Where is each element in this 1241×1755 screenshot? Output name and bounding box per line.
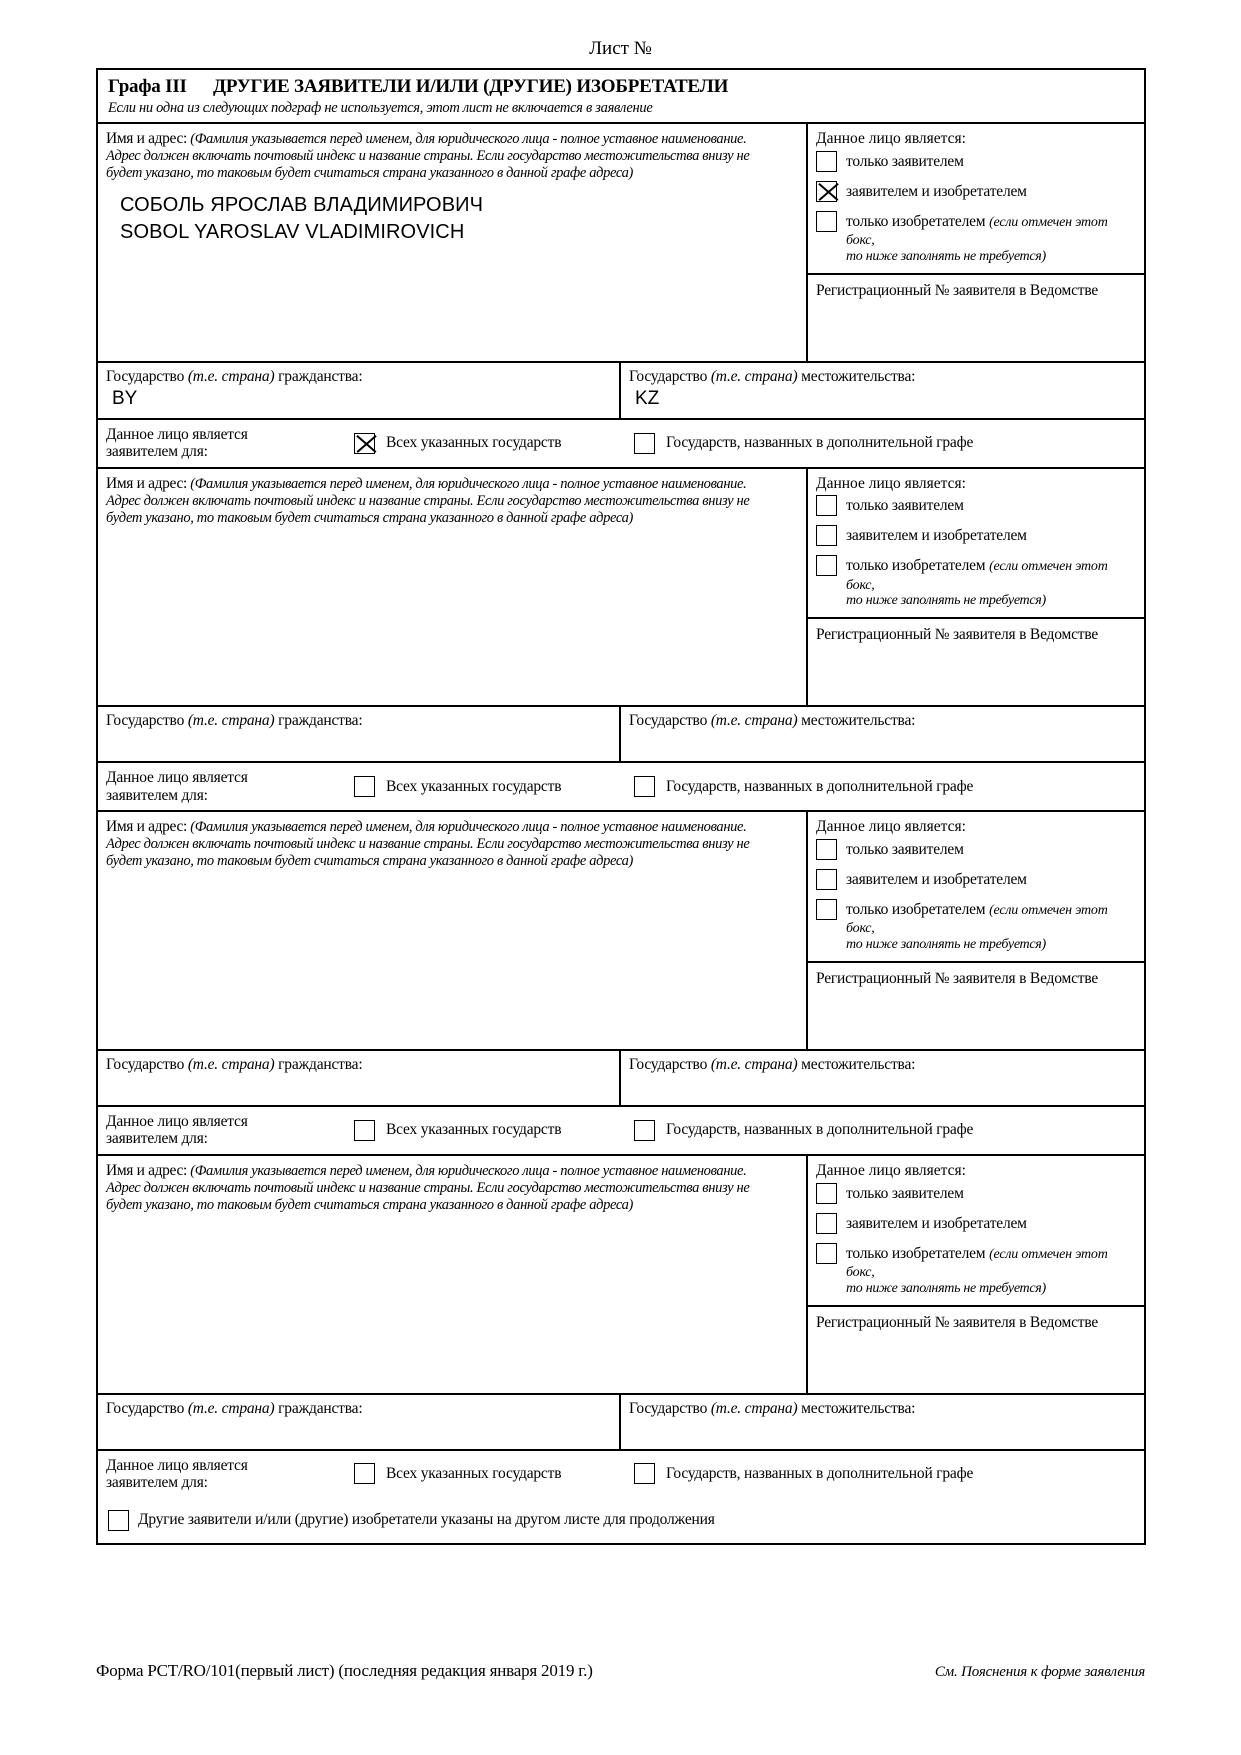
name-address-title: Имя и адрес: [106, 1161, 187, 1179]
name-address-note-line2: Адрес должен включать почтовый индекс и название страны. Если государство местожительства внизу не [106, 1179, 750, 1196]
name-address-note-line3: будет указано, то таковым будет считаться страна указанного в данной графе адреса) [106, 509, 634, 526]
name-address-note-line1: (Фамилия указывается перед именем, для юридического лица - полное уставное наименование. [190, 819, 747, 836]
inventor-only-note-line2: то ниже заполнять не требуется) [846, 936, 1046, 952]
role-and-registration-cell [808, 1156, 1144, 1393]
name-address-note-line2: Адрес должен включать почтовый индекс и название страны. Если государство местожительства внизу не [106, 148, 750, 165]
residence-cell[interactable] [621, 707, 1144, 761]
all-states-checkbox[interactable] [354, 1463, 375, 1484]
name-address-note-line3: будет указано, то таковым будет считаться страна указанного в данной графе адреса) [106, 1196, 634, 1213]
applicant-for-row [98, 1105, 1144, 1154]
role-option-applicant-only[interactable] [816, 151, 1136, 172]
applicant-for-supplemental-states-option[interactable] [634, 433, 973, 454]
applicant-and-inventor-label: заявителем и изобретателем [846, 1214, 1027, 1232]
person-is-label: Данное лицо является: [816, 818, 966, 836]
name-address-label [106, 475, 798, 527]
name-address-label [106, 130, 798, 182]
applicant-only-checkbox[interactable] [816, 839, 837, 860]
registration-number-label: Регистрационный № заявителя в Ведомстве [816, 1313, 1099, 1331]
inventor-only-label [846, 211, 1136, 250]
registration-number-label: Регистрационный № заявителя в Ведомстве [816, 969, 1099, 987]
inventor-only-text: только изобретателем [846, 900, 986, 918]
residence-label-pre: Государство [629, 1399, 708, 1417]
name-address-cell[interactable] [98, 812, 808, 1049]
name-address-value [120, 192, 798, 246]
form-title-bar [98, 70, 1144, 124]
applicant-for-label-line2: заявителем для: [106, 443, 208, 461]
citizenship-cell[interactable] [98, 707, 621, 761]
applicant-for-supplemental-states-option[interactable] [634, 776, 973, 797]
all-states-label: Всех указанных государств [386, 1121, 562, 1139]
form-box [96, 68, 1146, 1545]
all-states-label: Всех указанных государств [386, 1464, 562, 1482]
sheet-number-label: Лист № [589, 38, 652, 59]
role-option-inventor-only[interactable] [816, 899, 1136, 938]
role-option-applicant-only[interactable] [816, 495, 1136, 516]
residence-cell[interactable] [621, 1051, 1144, 1105]
residence-label [629, 1056, 1136, 1074]
applicant-and-inventor-label: заявителем и изобретателем [846, 182, 1027, 200]
person-block [98, 124, 1144, 469]
applicant-only-label: только заявителем [846, 1184, 964, 1202]
citizenship-label-ie: (т.е. страна) [187, 367, 275, 385]
citizenship-label-ie: (т.е. страна) [187, 1055, 275, 1073]
role-option-applicant-only[interactable] [816, 839, 1136, 860]
role-selection-group [808, 124, 1144, 275]
name-value-line2: SOBOL YAROSLAV VLADIMIROVICH [120, 221, 465, 244]
supplemental-states-label: Государств, названных в дополнительной графе [666, 434, 974, 452]
residence-label [629, 1400, 1136, 1418]
applicant-for-label-line1: Данное лицо является [106, 769, 248, 787]
role-option-inventor-only[interactable] [816, 211, 1136, 250]
person-is-label: Данное лицо является: [816, 130, 966, 147]
applicant-for-all-states-option[interactable] [354, 776, 634, 797]
name-address-note-line2: Адрес должен включать почтовый индекс и название страны. Если государство местожительства внизу не [106, 836, 750, 853]
form-subtitle: Если ни одна из следующих подграф не используется, этот лист не включается в заявление [108, 100, 653, 116]
residence-label-ie: (т.е. страна) [710, 712, 798, 730]
citizenship-cell[interactable] [98, 1051, 621, 1105]
applicant-only-label: только заявителем [846, 497, 964, 515]
name-address-note-line3: будет указано, то таковым будет считаться страна указанного в данной графе адреса) [106, 853, 634, 870]
citizenship-label-pre: Государство [106, 712, 185, 730]
name-address-cell[interactable] [98, 1156, 808, 1393]
applicant-and-inventor-checkbox[interactable] [816, 1213, 837, 1234]
applicant-only-checkbox[interactable] [816, 151, 837, 172]
continuation-checkbox[interactable] [108, 1510, 129, 1531]
role-option-inventor-only[interactable] [816, 555, 1136, 594]
applicant-for-all-states-option[interactable] [354, 433, 634, 454]
registration-number-cell[interactable] [808, 275, 1144, 361]
inventor-only-text: только изобретателем [846, 557, 986, 575]
supplemental-states-checkbox[interactable] [634, 433, 655, 454]
citizenship-label-post: гражданства: [278, 712, 363, 730]
supplemental-states-checkbox[interactable] [634, 1463, 655, 1484]
citizenship-label-pre: Государство [106, 1399, 185, 1417]
name-address-note-line1: (Фамилия указывается перед именем, для юридического лица - полное уставное наименование. [190, 131, 747, 147]
inventor-only-label [846, 1243, 1136, 1282]
role-and-registration-cell [808, 812, 1144, 1049]
role-and-registration-cell [808, 124, 1144, 361]
inventor-only-checkbox[interactable] [816, 211, 837, 232]
residence-label-ie: (т.е. страна) [710, 367, 798, 385]
citizenship-label [106, 1400, 611, 1418]
inventor-only-note-line2: то ниже заполнять не требуется) [846, 248, 1046, 264]
applicant-for-label [106, 769, 354, 804]
name-address-title: Имя и адрес: [106, 474, 187, 492]
name-address-title: Имя и адрес: [106, 130, 187, 147]
role-option-applicant-only[interactable] [816, 1183, 1136, 1204]
registration-number-label: Регистрационный № заявителя в Ведомстве [816, 626, 1099, 644]
residence-label-pre: Государство [629, 712, 708, 730]
role-option-applicant-and-inventor[interactable] [816, 181, 1136, 202]
citizenship-label [106, 712, 611, 730]
role-option-applicant-and-inventor[interactable] [816, 869, 1136, 890]
page-title: ДРУГИЕ ЗАЯВИТЕЛИ И/ИЛИ (ДРУГИЕ) ИЗОБРЕТАТЕЛИ [213, 76, 729, 97]
citizenship-label-ie: (т.е. страна) [187, 1399, 275, 1417]
applicant-for-label-line2: заявителем для: [106, 1473, 208, 1491]
applicant-for-label-line1: Данное лицо является [106, 1112, 248, 1130]
citizenship-label-post: гражданства: [278, 1399, 363, 1417]
all-states-checkbox[interactable] [354, 776, 375, 797]
supplemental-states-label: Государств, названных в дополнительной графе [666, 777, 974, 795]
all-states-label: Всех указанных государств [386, 777, 562, 795]
residence-label [629, 712, 1136, 730]
person-block [98, 469, 1144, 813]
citizenship-label [106, 1056, 611, 1074]
applicant-only-label: только заявителем [846, 840, 964, 858]
applicant-for-label [106, 426, 354, 461]
citizenship-label [106, 368, 611, 386]
continuation-row[interactable] [98, 1497, 1144, 1543]
residence-label [629, 368, 1136, 386]
residence-label-post: местожительства: [801, 367, 916, 385]
inventor-only-note: (если отмечен этот бокс, [846, 902, 1108, 937]
inventor-only-note: (если отмечен этот бокс, [846, 559, 1108, 593]
citizenship-cell[interactable] [98, 363, 621, 418]
all-states-checkbox[interactable] [354, 1120, 375, 1141]
states-row [98, 1393, 1144, 1449]
footer-form-code: Форма PCT/RO/101(первый лист) (последняя редакция января 2019 г.) [96, 1661, 593, 1680]
applicant-and-inventor-label: заявителем и изобретателем [846, 870, 1027, 888]
applicant-for-row [98, 418, 1144, 467]
inventor-only-label [846, 555, 1136, 594]
applicant-and-inventor-checkbox[interactable] [816, 181, 837, 202]
inventor-only-checkbox[interactable] [816, 899, 837, 920]
applicant-for-row [98, 1449, 1144, 1498]
applicant-for-supplemental-states-option[interactable] [634, 1463, 973, 1484]
applicant-only-label: только заявителем [846, 152, 964, 170]
inventor-only-checkbox[interactable] [816, 1243, 837, 1264]
inventor-only-note-line2: то ниже заполнять не требуется) [846, 593, 1046, 609]
inventor-only-text: только изобретателем [846, 1244, 986, 1262]
applicant-for-label [106, 1113, 354, 1148]
residence-label-post: местожительства: [801, 712, 916, 730]
states-row [98, 705, 1144, 761]
role-selection-group [808, 1156, 1144, 1307]
name-address-note-line1: (Фамилия указывается перед именем, для юридического лица - полное уставное наименование. [190, 1162, 747, 1179]
applicant-for-label-line2: заявителем для: [106, 786, 208, 804]
residence-label-ie: (т.е. страна) [710, 1399, 798, 1417]
person-block [98, 812, 1144, 1156]
citizenship-label-post: гражданства: [278, 367, 363, 385]
role-option-applicant-and-inventor[interactable] [816, 525, 1136, 546]
name-address-cell[interactable] [98, 469, 808, 706]
inventor-only-note-line2: то ниже заполнять не требуется) [846, 1280, 1046, 1296]
name-address-note-line2: Адрес должен включать почтовый индекс и название страны. Если государство местожительства внизу не [106, 492, 750, 509]
supplemental-states-label: Государств, названных в дополнительной графе [666, 1464, 974, 1482]
applicant-for-row [98, 761, 1144, 810]
citizenship-label-post: гражданства: [278, 1055, 363, 1073]
applicant-only-checkbox[interactable] [816, 1183, 837, 1204]
name-address-note-line3: будет указано, то таковым будет считаться страна указанного в данной графе адреса) [106, 165, 634, 182]
supplemental-states-label: Государств, названных в дополнительной графе [666, 1121, 974, 1139]
role-selection-group [808, 469, 1144, 620]
residence-label-pre: Государство [629, 367, 708, 385]
applicant-and-inventor-label: заявителем и изобретателем [846, 527, 1027, 545]
name-value-line1: СОБОЛЬ ЯРОСЛАВ ВЛАДИМИРОВИЧ [120, 194, 484, 217]
inventor-only-checkbox[interactable] [816, 555, 837, 576]
supplemental-states-checkbox[interactable] [634, 1120, 655, 1141]
person-is-label: Данное лицо является: [816, 1161, 966, 1179]
applicant-and-inventor-checkbox[interactable] [816, 525, 837, 546]
applicant-for-supplemental-states-option[interactable] [634, 1120, 973, 1141]
registration-number-cell[interactable] [808, 1307, 1144, 1393]
inventor-only-text: только изобретателем [846, 212, 986, 230]
all-states-checkbox[interactable] [354, 433, 375, 454]
residence-cell[interactable] [621, 363, 1144, 418]
role-option-applicant-and-inventor[interactable] [816, 1213, 1136, 1234]
residence-label-post: местожительства: [801, 1055, 916, 1073]
name-address-note-line1: (Фамилия указывается перед именем, для юридического лица - полное уставное наименование. [190, 475, 747, 492]
name-address-label [106, 818, 798, 870]
column-number-label: Графа III [108, 76, 187, 97]
inventor-only-note: (если отмечен этот бокс, [846, 1246, 1108, 1281]
applicant-for-all-states-option[interactable] [354, 1120, 634, 1141]
continuation-label: Другие заявители и/или (другие) изобретатели указаны на другом листе для продолжения [138, 1511, 715, 1529]
inventor-only-note: (если отмечен этот бокс, [846, 214, 1108, 249]
citizenship-label-ie: (т.е. страна) [187, 712, 275, 730]
name-address-cell[interactable] [98, 124, 808, 361]
citizenship-value: BY [112, 387, 138, 409]
footer-notes-reference: См. Пояснения к форме заявления [934, 1664, 1145, 1680]
states-row [98, 361, 1144, 418]
states-row [98, 1049, 1144, 1105]
residence-label-pre: Государство [629, 1055, 708, 1073]
supplemental-states-checkbox[interactable] [634, 776, 655, 797]
person-is-label: Данное лицо является: [816, 474, 966, 492]
name-address-title: Имя и адрес: [106, 818, 187, 836]
role-selection-group [808, 812, 1144, 963]
applicant-and-inventor-checkbox[interactable] [816, 869, 837, 890]
citizenship-cell[interactable] [98, 1395, 621, 1449]
residence-value: KZ [635, 387, 660, 409]
citizenship-label-pre: Государство [106, 1055, 185, 1073]
citizenship-label-pre: Государство [106, 367, 185, 385]
applicant-for-label-line2: заявителем для: [106, 1130, 208, 1148]
name-address-label [106, 1162, 798, 1214]
person-blocks-container [98, 124, 1144, 1497]
role-and-registration-cell [808, 469, 1144, 706]
applicant-for-label-line1: Данное лицо является [106, 1456, 248, 1474]
applicant-for-label-line1: Данное лицо является [106, 425, 248, 443]
applicant-for-label [106, 1457, 354, 1492]
applicant-for-all-states-option[interactable] [354, 1463, 634, 1484]
page-footer [96, 1661, 1145, 1681]
all-states-label: Всех указанных государств [386, 434, 562, 452]
registration-number-cell[interactable] [808, 963, 1144, 1049]
applicant-only-checkbox[interactable] [816, 495, 837, 516]
registration-number-cell[interactable] [808, 619, 1144, 705]
person-block [98, 1156, 1144, 1498]
residence-label-ie: (т.е. страна) [710, 1055, 798, 1073]
residence-cell[interactable] [621, 1395, 1144, 1449]
registration-number-label: Регистрационный № заявителя в Ведомстве [816, 281, 1099, 299]
role-option-inventor-only[interactable] [816, 1243, 1136, 1282]
residence-label-post: местожительства: [801, 1399, 916, 1417]
inventor-only-label [846, 899, 1136, 938]
